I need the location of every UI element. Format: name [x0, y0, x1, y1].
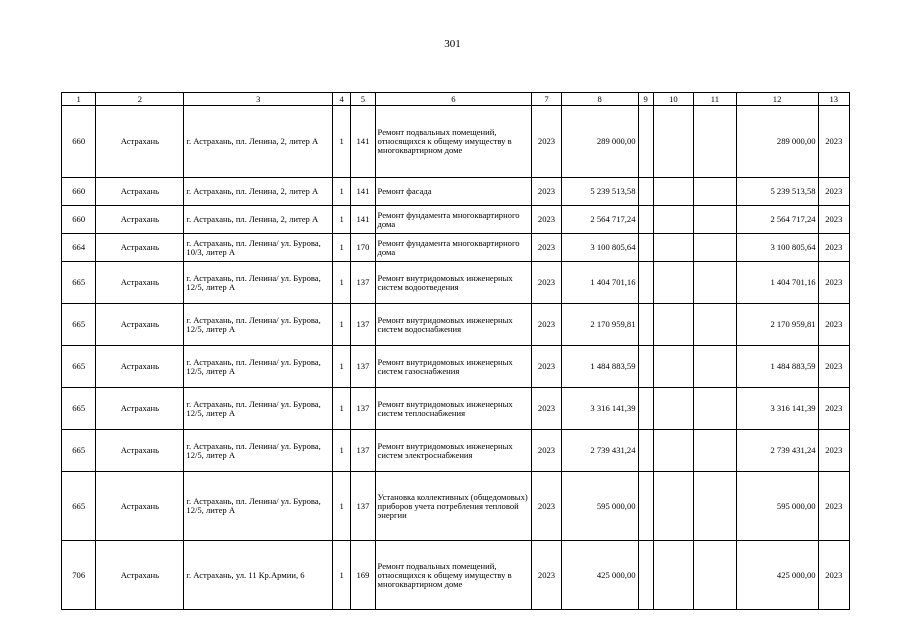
- col9-cell: [638, 262, 653, 304]
- page-number: 301: [444, 38, 461, 50]
- col5-cell: 141: [351, 206, 375, 234]
- year-cell: 2023: [532, 234, 561, 262]
- city-cell: Астрахань: [96, 430, 184, 472]
- table-row: [62, 304, 850, 346]
- year-cell: 2023: [532, 388, 561, 430]
- cost-cell: 289 000,00: [561, 106, 638, 178]
- work-type-cell: Ремонт фундамента многоквартирного дома: [375, 234, 532, 262]
- col11-cell: [694, 206, 736, 234]
- row-id-cell: 664: [62, 234, 96, 262]
- col4-cell: 1: [333, 430, 351, 472]
- work-type-cell: Ремонт подвальных помещений, относящихся к общему имуществу в многоквартирном доме: [375, 541, 532, 610]
- col10-cell: [653, 262, 693, 304]
- city-cell: Астрахань: [96, 541, 184, 610]
- col10-cell: [653, 430, 693, 472]
- table-row: [62, 262, 850, 304]
- total-cell: 2 739 431,24: [736, 430, 818, 472]
- column-number-row: [62, 93, 850, 106]
- year-cell: 2023: [532, 304, 561, 346]
- col5-cell: 141: [351, 106, 375, 178]
- cost-cell: 1 404 701,16: [561, 262, 638, 304]
- col9-cell: [638, 472, 653, 541]
- col5-cell: 169: [351, 541, 375, 610]
- total-cell: 5 239 513,58: [736, 178, 818, 206]
- table-row: [62, 234, 850, 262]
- cost-cell: 2 170 959,81: [561, 304, 638, 346]
- cost-cell: 2 739 431,24: [561, 430, 638, 472]
- end-year-cell: 2023: [818, 430, 849, 472]
- year-cell: 2023: [532, 346, 561, 388]
- col5-cell: 137: [351, 388, 375, 430]
- col11-cell: [694, 541, 736, 610]
- year-cell: 2023: [532, 106, 561, 178]
- row-id-cell: 660: [62, 106, 96, 178]
- col9-cell: [638, 234, 653, 262]
- col11-cell: [694, 178, 736, 206]
- total-cell: 425 000,00: [736, 541, 818, 610]
- col9-cell: [638, 346, 653, 388]
- col11-cell: [694, 388, 736, 430]
- col4-cell: 1: [333, 388, 351, 430]
- work-type-cell: Ремонт внутридомовых инженерных систем теплоснабжения: [375, 388, 532, 430]
- column-header: 9: [638, 93, 653, 106]
- col10-cell: [653, 234, 693, 262]
- column-header: 2: [96, 93, 184, 106]
- end-year-cell: 2023: [818, 106, 849, 178]
- year-cell: 2023: [532, 262, 561, 304]
- year-cell: 2023: [532, 541, 561, 610]
- address-cell: г. Астрахань, пл. Ленина/ ул. Бурова, 12/5, литер А: [184, 472, 333, 541]
- city-cell: Астрахань: [96, 234, 184, 262]
- end-year-cell: 2023: [818, 541, 849, 610]
- column-header: 11: [694, 93, 736, 106]
- city-cell: Астрахань: [96, 206, 184, 234]
- col9-cell: [638, 206, 653, 234]
- column-header: 7: [532, 93, 561, 106]
- work-type-cell: Ремонт фундамента многоквартирного дома: [375, 206, 532, 234]
- col5-cell: 137: [351, 262, 375, 304]
- total-cell: 1 404 701,16: [736, 262, 818, 304]
- col10-cell: [653, 106, 693, 178]
- column-header: 4: [333, 93, 351, 106]
- column-header: 8: [561, 93, 638, 106]
- row-id-cell: 665: [62, 346, 96, 388]
- col5-cell: 137: [351, 304, 375, 346]
- work-type-cell: Ремонт внутридомовых инженерных систем электроснабжения: [375, 430, 532, 472]
- cost-cell: 595 000,00: [561, 472, 638, 541]
- end-year-cell: 2023: [818, 234, 849, 262]
- column-header: 13: [818, 93, 849, 106]
- col5-cell: 170: [351, 234, 375, 262]
- address-cell: г. Астрахань, пл. Ленина, 2, литер А: [184, 106, 333, 178]
- capital-repair-table: [61, 92, 850, 610]
- work-type-cell: Ремонт внутридомовых инженерных систем водоотведения: [375, 262, 532, 304]
- col11-cell: [694, 262, 736, 304]
- total-cell: 289 000,00: [736, 106, 818, 178]
- end-year-cell: 2023: [818, 472, 849, 541]
- col10-cell: [653, 304, 693, 346]
- work-type-cell: Ремонт фасада: [375, 178, 532, 206]
- row-id-cell: 665: [62, 304, 96, 346]
- work-type-cell: Ремонт внутридомовых инженерных систем водоснабжения: [375, 304, 532, 346]
- col10-cell: [653, 472, 693, 541]
- cost-cell: 425 000,00: [561, 541, 638, 610]
- year-cell: 2023: [532, 206, 561, 234]
- end-year-cell: 2023: [818, 346, 849, 388]
- col5-cell: 137: [351, 346, 375, 388]
- city-cell: Астрахань: [96, 106, 184, 178]
- total-cell: 2 564 717,24: [736, 206, 818, 234]
- cost-cell: 3 316 141,39: [561, 388, 638, 430]
- year-cell: 2023: [532, 472, 561, 541]
- col4-cell: 1: [333, 206, 351, 234]
- col4-cell: 1: [333, 262, 351, 304]
- cost-cell: 2 564 717,24: [561, 206, 638, 234]
- address-cell: г. Астрахань, пл. Ленина/ ул. Бурова, 12/5, литер А: [184, 430, 333, 472]
- address-cell: г. Астрахань, ул. 11 Кр.Армии, 6: [184, 541, 333, 610]
- row-id-cell: 706: [62, 541, 96, 610]
- col11-cell: [694, 346, 736, 388]
- end-year-cell: 2023: [818, 388, 849, 430]
- col4-cell: 1: [333, 304, 351, 346]
- col4-cell: 1: [333, 106, 351, 178]
- column-header: 5: [351, 93, 375, 106]
- col5-cell: 141: [351, 178, 375, 206]
- row-id-cell: 660: [62, 178, 96, 206]
- city-cell: Астрахань: [96, 178, 184, 206]
- col11-cell: [694, 472, 736, 541]
- col10-cell: [653, 178, 693, 206]
- city-cell: Астрахань: [96, 346, 184, 388]
- row-id-cell: 660: [62, 206, 96, 234]
- total-cell: 3 100 805,64: [736, 234, 818, 262]
- total-cell: 1 484 883,59: [736, 346, 818, 388]
- col4-cell: 1: [333, 234, 351, 262]
- col4-cell: 1: [333, 541, 351, 610]
- end-year-cell: 2023: [818, 206, 849, 234]
- address-cell: г. Астрахань, пл. Ленина, 2, литер А: [184, 178, 333, 206]
- column-header: 1: [62, 93, 96, 106]
- table-row: [62, 541, 850, 610]
- table-row: [62, 206, 850, 234]
- col11-cell: [694, 106, 736, 178]
- row-id-cell: 665: [62, 262, 96, 304]
- city-cell: Астрахань: [96, 388, 184, 430]
- address-cell: г. Астрахань, пл. Ленина/ ул. Бурова, 12/5, литер А: [184, 346, 333, 388]
- col11-cell: [694, 430, 736, 472]
- total-cell: 2 170 959,81: [736, 304, 818, 346]
- col9-cell: [638, 541, 653, 610]
- table-row: [62, 346, 850, 388]
- row-id-cell: 665: [62, 388, 96, 430]
- end-year-cell: 2023: [818, 178, 849, 206]
- cost-cell: 3 100 805,64: [561, 234, 638, 262]
- total-cell: 595 000,00: [736, 472, 818, 541]
- city-cell: Астрахань: [96, 304, 184, 346]
- address-cell: г. Астрахань, пл. Ленина/ ул. Бурова, 10/3, литер А: [184, 234, 333, 262]
- end-year-cell: 2023: [818, 304, 849, 346]
- col11-cell: [694, 234, 736, 262]
- address-cell: г. Астрахань, пл. Ленина/ ул. Бурова, 12/5, литер А: [184, 262, 333, 304]
- col10-cell: [653, 206, 693, 234]
- col9-cell: [638, 304, 653, 346]
- col10-cell: [653, 541, 693, 610]
- year-cell: 2023: [532, 430, 561, 472]
- table-row: [62, 430, 850, 472]
- table-row: [62, 388, 850, 430]
- col9-cell: [638, 106, 653, 178]
- col10-cell: [653, 346, 693, 388]
- work-type-cell: Ремонт внутридомовых инженерных систем газоснабжения: [375, 346, 532, 388]
- address-cell: г. Астрахань, пл. Ленина/ ул. Бурова, 12/5, литер А: [184, 388, 333, 430]
- city-cell: Астрахань: [96, 472, 184, 541]
- year-cell: 2023: [532, 178, 561, 206]
- col5-cell: 137: [351, 430, 375, 472]
- col4-cell: 1: [333, 472, 351, 541]
- row-id-cell: 665: [62, 430, 96, 472]
- address-cell: г. Астрахань, пл. Ленина, 2, литер А: [184, 206, 333, 234]
- table-row: [62, 106, 850, 178]
- col10-cell: [653, 388, 693, 430]
- work-type-cell: Установка коллективных (общедомовых) приборов учета потребления тепловой энергии: [375, 472, 532, 541]
- cost-cell: 5 239 513,58: [561, 178, 638, 206]
- city-cell: Астрахань: [96, 262, 184, 304]
- address-cell: г. Астрахань, пл. Ленина/ ул. Бурова, 12/5, литер А: [184, 304, 333, 346]
- col5-cell: 137: [351, 472, 375, 541]
- col9-cell: [638, 388, 653, 430]
- col4-cell: 1: [333, 346, 351, 388]
- column-header: 6: [375, 93, 532, 106]
- total-cell: 3 316 141,39: [736, 388, 818, 430]
- col9-cell: [638, 430, 653, 472]
- work-type-cell: Ремонт подвальных помещений, относящихся к общему имуществу в многоквартирном доме: [375, 106, 532, 178]
- table-row: [62, 472, 850, 541]
- row-id-cell: 665: [62, 472, 96, 541]
- column-header: 12: [736, 93, 818, 106]
- end-year-cell: 2023: [818, 262, 849, 304]
- table-row: [62, 178, 850, 206]
- column-header: 3: [184, 93, 333, 106]
- col4-cell: 1: [333, 178, 351, 206]
- cost-cell: 1 484 883,59: [561, 346, 638, 388]
- col9-cell: [638, 178, 653, 206]
- col11-cell: [694, 304, 736, 346]
- column-header: 10: [653, 93, 693, 106]
